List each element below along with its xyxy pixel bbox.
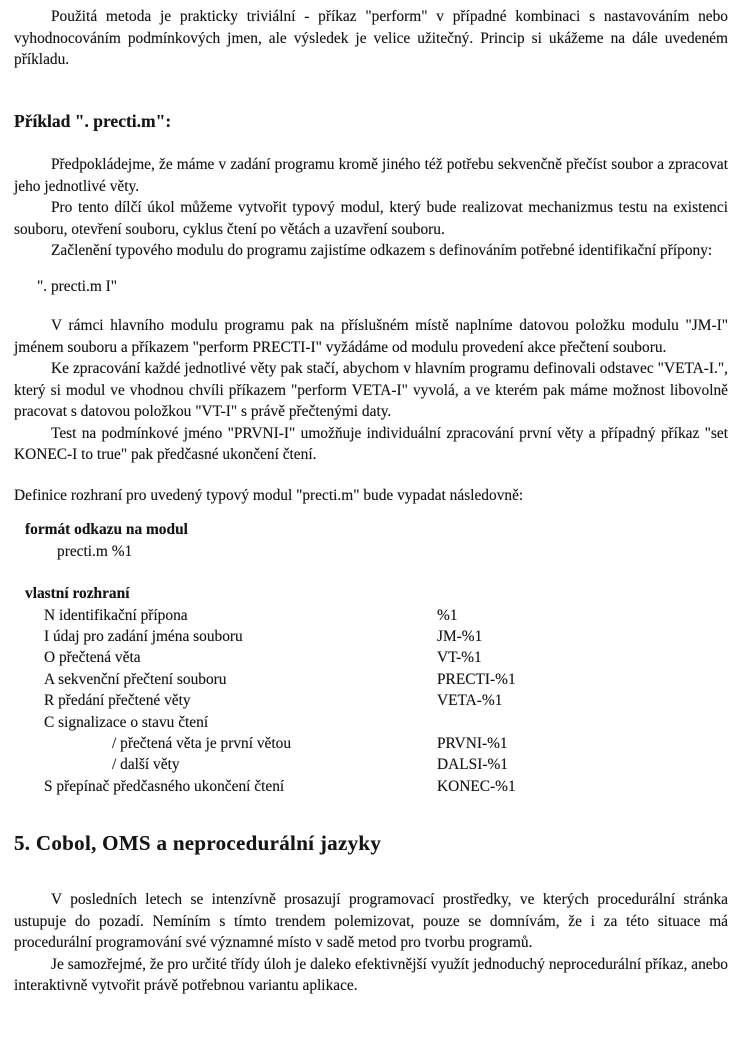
interface-row xyxy=(44,776,728,797)
interface-row-value xyxy=(437,712,728,733)
interface-row xyxy=(44,690,728,711)
format-heading: formát odkazu na modul xyxy=(25,521,188,538)
interface-row xyxy=(44,647,728,668)
chapter-paragraph-1: V posledních letech se intenzívně prosazují programovací prostředky, ve kterých procedurální stránka ustupuje do pozadí. Nemíním s tímto trendem polemizovat, pouze se domnívám, že i za této situace má procedurální programování své významné místo v sadě metod pro tvorbu programů. xyxy=(14,891,728,952)
interface-list xyxy=(44,605,728,798)
example-heading: Příklad ". precti.m": xyxy=(14,110,172,131)
interface-row-label: N identifikační přípona xyxy=(44,606,188,624)
example-paragraph-2: Pro tento dílčí úkol můžeme vytvořit typový modul, který bude realizovat mechanizmus testu na existenci souboru, otevření souboru, cyklus čtení po větách a uzavření souboru. xyxy=(14,199,728,238)
interface-row xyxy=(44,626,728,647)
interface-row-value: PRECTI-%1 xyxy=(437,670,516,688)
module-reference-line: ". precti.m I" xyxy=(37,277,118,295)
interface-row xyxy=(44,754,728,775)
interface-row-value: VT-%1 xyxy=(437,649,482,667)
interface-row-value: VETA-%1 xyxy=(437,692,503,710)
interface-row-label: R předání přečtené věty xyxy=(44,692,191,710)
interface-row xyxy=(44,733,728,754)
interface-row xyxy=(44,712,728,733)
interface-heading: vlastní rozhraní xyxy=(25,585,130,602)
interface-row xyxy=(44,669,728,690)
interface-row-label: I údaj pro zadání jména souboru xyxy=(44,627,243,645)
interface-row-value: KONEC-%1 xyxy=(437,777,516,795)
example-paragraph-1: Předpokládejme, že máme v zadání programu kromě jiného též potřebu sekvenčně přečíst soubor a zpracovat jeho jednotlivé věty. xyxy=(14,156,728,195)
interface-row-value: %1 xyxy=(437,606,458,624)
interface-row-label: C signalizace o stavu čtení xyxy=(44,713,209,731)
interface-row-value: JM-%1 xyxy=(437,627,483,645)
definition-intro: Definice rozhraní pro uvedený typový modul "precti.m" bude vypadat následovně: xyxy=(14,486,524,504)
example-paragraph-3: Začlenění typového modulu do programu zajistíme odkazem s definováním potřebné identifikační přípony: xyxy=(51,242,713,259)
interface-row xyxy=(44,605,728,626)
interface-row-value: DALSI-%1 xyxy=(437,756,508,774)
format-value: precti.m %1 xyxy=(57,542,133,560)
intro-paragraph: Použitá metoda je prakticky triviální - příkaz "perform" v případné kombinaci s nastavováním nebo vyhodnocováním podmínkových jmen, ale výsledek je velice užitečný. Princip si ukážeme na dále uvedeném příkladu. xyxy=(14,8,728,68)
interface-row-value: PRVNI-%1 xyxy=(437,734,508,752)
interface-row-label: / další věty xyxy=(112,756,180,774)
interface-row-label: / přečtená věta je první větou xyxy=(112,734,292,752)
example-paragraph-5: Ke zpracování každé jednotlivé věty pak stačí, abychom v hlavním programu definovali odstavec "VETA-I.", který si modul ve vhodnou chvíli příkazem "perform VETA-I" vyvolá, a ve kterém pak máme možnost libovolně pracovat s datovou položkou "VT-I" s právě přečtenými daty. xyxy=(14,360,728,420)
example-paragraph-6: Test na podmínkové jméno "PRVNI-I" umožňuje individuální zpracování první věty a případný příkaz "set KONEC-I to true" pak předčasné ukončení čtení. xyxy=(14,424,728,463)
interface-row-label: O přečtená věta xyxy=(44,649,141,667)
chapter-heading: 5. Cobol, OMS a neprocedurální jazyky xyxy=(14,831,382,856)
chapter-paragraph-2: Je samozřejmé, že pro určité třídy úloh je daleko efektivnější využít jednoduchý neprocedurální příkaz, anebo interaktivně vytvořit právě potřebnou variantu aplikace. xyxy=(14,955,728,995)
interface-row-label: S přepínač předčasného ukončení čtení xyxy=(44,777,285,795)
interface-row-label: A sekvenční přečtení souboru xyxy=(44,670,227,688)
example-paragraph-4: V rámci hlavního modulu programu pak na příslušném místě naplníme datovou položku modulu "JM-I" jménem souboru a příkazem "perform PRECTI-I" vyžádáme od modulu provedení akce přečtení souboru. xyxy=(14,317,728,356)
